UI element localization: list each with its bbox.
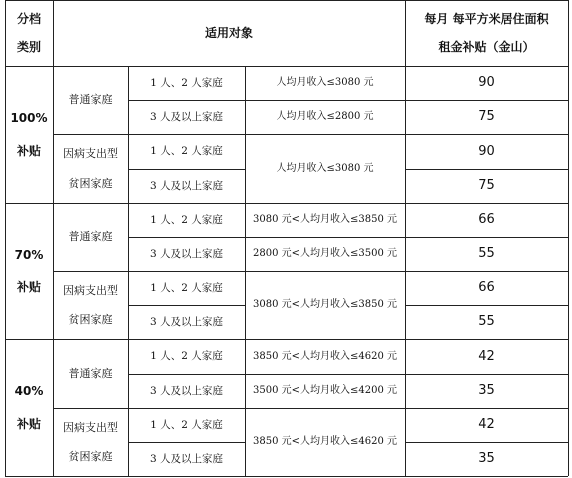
subsidy-amount-line: 35 <box>478 451 495 467</box>
grid-line <box>128 169 245 170</box>
grid-line <box>128 442 245 443</box>
subsidy-amount <box>405 100 568 134</box>
group-illness <box>53 408 128 476</box>
household-size <box>128 305 245 339</box>
income-condition-text <box>253 248 397 260</box>
grid-line <box>5 203 568 204</box>
amount-header-line: 租金补贴（金山） <box>438 40 535 54</box>
income-condition-line: 3080 元<人均月收入≤3850 元 <box>252 299 397 310</box>
household-size <box>128 271 245 305</box>
grid-line <box>405 442 568 443</box>
category-header <box>5 0 53 66</box>
target-header-line: 适用对象 <box>204 25 253 40</box>
household-size-text <box>150 180 223 193</box>
household-size <box>128 100 245 134</box>
household-size-text <box>150 111 223 124</box>
household-size-text <box>150 145 223 158</box>
tier-category-line: 40% <box>14 384 44 399</box>
grid-line <box>128 305 245 306</box>
income-condition-text <box>253 436 397 448</box>
subsidy-amount <box>405 66 568 100</box>
subsidy-amount-text <box>478 314 495 330</box>
grid-line <box>53 408 568 409</box>
subsidy-amount <box>405 305 568 339</box>
household-size-line: 3 人及以上家庭 <box>149 452 224 465</box>
income-condition-text <box>253 299 397 311</box>
group-illness-line: 因病支出型 <box>63 283 118 297</box>
group-ordinary-line: 普通家庭 <box>68 93 113 107</box>
income-condition-text <box>276 77 373 89</box>
income-condition-line: 3500 元<人均月收入≤4200 元 <box>252 385 397 396</box>
household-size-line: 1 人、2 人家庭 <box>150 281 223 294</box>
household-size-line: 1 人、2 人家庭 <box>150 145 223 158</box>
household-size <box>128 408 245 442</box>
household-size-text <box>150 385 223 398</box>
group-illness-line: 贫困家庭 <box>68 313 113 326</box>
tier-category-line: 补贴 <box>16 416 41 431</box>
household-size-text <box>150 419 223 432</box>
group-ordinary-text <box>69 230 113 243</box>
income-condition-text <box>253 385 397 397</box>
income-condition-text <box>253 214 397 226</box>
subsidy-amount-line: 90 <box>478 75 495 91</box>
group-illness-line: 贫困家庭 <box>68 450 113 463</box>
household-size-line: 3 人及以上家庭 <box>149 384 224 397</box>
amount-header-text <box>424 12 548 55</box>
income-condition-text <box>276 111 373 123</box>
household-size-line: 3 人及以上家庭 <box>149 315 224 328</box>
tier-category-line: 100% <box>10 111 48 126</box>
household-size <box>128 169 245 203</box>
income-condition-text <box>253 351 397 363</box>
income-condition <box>245 66 405 100</box>
subsidy-amount-text <box>478 144 495 160</box>
tier-category-line: 补贴 <box>16 280 41 294</box>
household-size <box>128 374 245 408</box>
grid-line <box>405 0 406 476</box>
household-size-line: 3 人及以上家庭 <box>149 110 224 123</box>
subsidy-amount <box>405 237 568 271</box>
household-size <box>128 339 245 374</box>
grid-line <box>128 100 568 101</box>
subsidy-amount-line: 75 <box>478 109 495 125</box>
subsidy-amount <box>405 339 568 374</box>
subsidy-amount-text <box>478 349 495 365</box>
household-size-text <box>150 350 223 363</box>
household-size-text <box>150 77 223 90</box>
subsidy-amount-text <box>478 212 495 228</box>
grid-line <box>405 305 568 306</box>
household-size-line: 3 人及以上家庭 <box>149 179 224 192</box>
subsidy-amount <box>405 408 568 442</box>
subsidy-amount-text <box>478 383 495 399</box>
household-size-line: 1 人、2 人家庭 <box>150 418 223 431</box>
grid-line <box>405 169 568 170</box>
group-illness-line: 贫困家庭 <box>68 176 113 190</box>
subsidy-amount-text <box>478 246 495 262</box>
subsidy-amount-line: 42 <box>478 348 495 364</box>
category-header-text <box>17 12 41 55</box>
income-condition <box>245 374 405 408</box>
grid-line <box>128 374 568 375</box>
tier-category <box>5 339 53 476</box>
group-ordinary <box>53 203 128 271</box>
income-condition-line: 2800 元<人均月收入≤3500 元 <box>252 248 397 259</box>
income-condition-line: 人均月收入≤3080 元 <box>276 77 374 88</box>
income-condition-line: 3080 元<人均月收入≤3850 元 <box>252 214 397 225</box>
subsidy-amount <box>405 442 568 476</box>
amount-header-line: 每月 每平方米居住面积 <box>424 11 549 26</box>
target-header <box>53 0 405 66</box>
subsidy-amount <box>405 374 568 408</box>
subsidy-amount <box>405 203 568 237</box>
household-size <box>128 134 245 169</box>
grid-line <box>5 0 568 1</box>
income-condition <box>245 134 405 203</box>
household-size <box>128 442 245 476</box>
household-size <box>128 203 245 237</box>
group-illness-text <box>63 147 118 189</box>
household-size-line: 1 人、2 人家庭 <box>150 213 223 226</box>
subsidy-amount <box>405 271 568 305</box>
subsidy-amount-text <box>478 451 495 467</box>
household-size-text <box>150 214 223 227</box>
tier-category <box>5 203 53 339</box>
grid-line <box>5 476 568 477</box>
subsidy-amount-line: 55 <box>478 314 495 330</box>
household-size-line: 1 人、2 人家庭 <box>150 350 223 363</box>
tier-category-text <box>15 384 44 431</box>
income-condition <box>245 237 405 271</box>
income-condition-line: 3850 元<人均月收入≤4620 元 <box>252 436 397 447</box>
tier-category-text <box>15 248 44 295</box>
subsidy-amount-line: 66 <box>478 212 495 228</box>
tier-category-line: 70% <box>14 247 44 262</box>
subsidy-amount-text <box>478 75 495 91</box>
category-header-line: 分档 <box>16 11 41 26</box>
household-size-line: 3 人及以上家庭 <box>149 247 224 260</box>
income-condition <box>245 339 405 374</box>
group-illness-text <box>63 284 118 326</box>
group-ordinary-line: 普通家庭 <box>68 230 113 244</box>
grid-line <box>128 237 568 238</box>
group-illness-text <box>63 421 118 463</box>
subsidy-amount-line: 75 <box>478 178 495 194</box>
group-ordinary-line: 普通家庭 <box>68 366 113 380</box>
group-ordinary <box>53 66 128 134</box>
grid-line <box>5 0 6 476</box>
grid-line <box>53 134 568 135</box>
income-condition <box>245 100 405 134</box>
group-ordinary <box>53 339 128 408</box>
grid-line <box>5 66 568 67</box>
subsidy-amount-text <box>478 280 495 296</box>
subsidy-amount-line: 35 <box>478 383 495 399</box>
subsidy-amount-line: 90 <box>478 143 495 159</box>
group-illness-line: 因病支出型 <box>63 147 118 161</box>
grid-line <box>5 339 568 340</box>
income-condition <box>245 203 405 237</box>
household-size <box>128 66 245 100</box>
subsidy-amount-text <box>478 109 495 125</box>
tier-category-line: 补贴 <box>16 143 41 158</box>
subsidy-amount-line: 42 <box>478 417 495 433</box>
income-condition <box>245 408 405 476</box>
subsidy-amount-line: 55 <box>478 246 495 262</box>
category-header-line: 类别 <box>16 40 41 54</box>
income-condition-line: 人均月收入≤2800 元 <box>276 111 374 122</box>
household-size-text <box>150 282 223 295</box>
household-size-text <box>150 316 223 329</box>
subsidy-amount <box>405 169 568 203</box>
target-header-text <box>205 26 253 40</box>
group-illness <box>53 271 128 339</box>
subsidy-amount <box>405 134 568 169</box>
household-size-text <box>150 248 223 261</box>
subsidy-amount-text <box>478 417 495 433</box>
subsidy-amount-line: 66 <box>478 280 495 296</box>
subsidy-amount-text <box>478 178 495 194</box>
grid-line <box>53 0 54 476</box>
group-ordinary-text <box>69 367 113 380</box>
income-condition <box>245 271 405 339</box>
household-size-text <box>150 453 223 466</box>
income-condition-line: 3850 元<人均月收入≤4620 元 <box>252 350 397 362</box>
tier-category-text <box>10 111 47 158</box>
amount-header <box>405 0 568 66</box>
income-condition-text <box>276 163 373 175</box>
group-ordinary-text <box>69 93 113 106</box>
tier-category <box>5 66 53 203</box>
group-illness-line: 因病支出型 <box>63 420 118 434</box>
household-size <box>128 237 245 271</box>
household-size-line: 1 人、2 人家庭 <box>150 76 223 89</box>
grid-line <box>568 0 569 476</box>
group-illness <box>53 134 128 203</box>
income-condition-line: 人均月收入≤3080 元 <box>276 162 374 174</box>
grid-line <box>53 271 568 272</box>
